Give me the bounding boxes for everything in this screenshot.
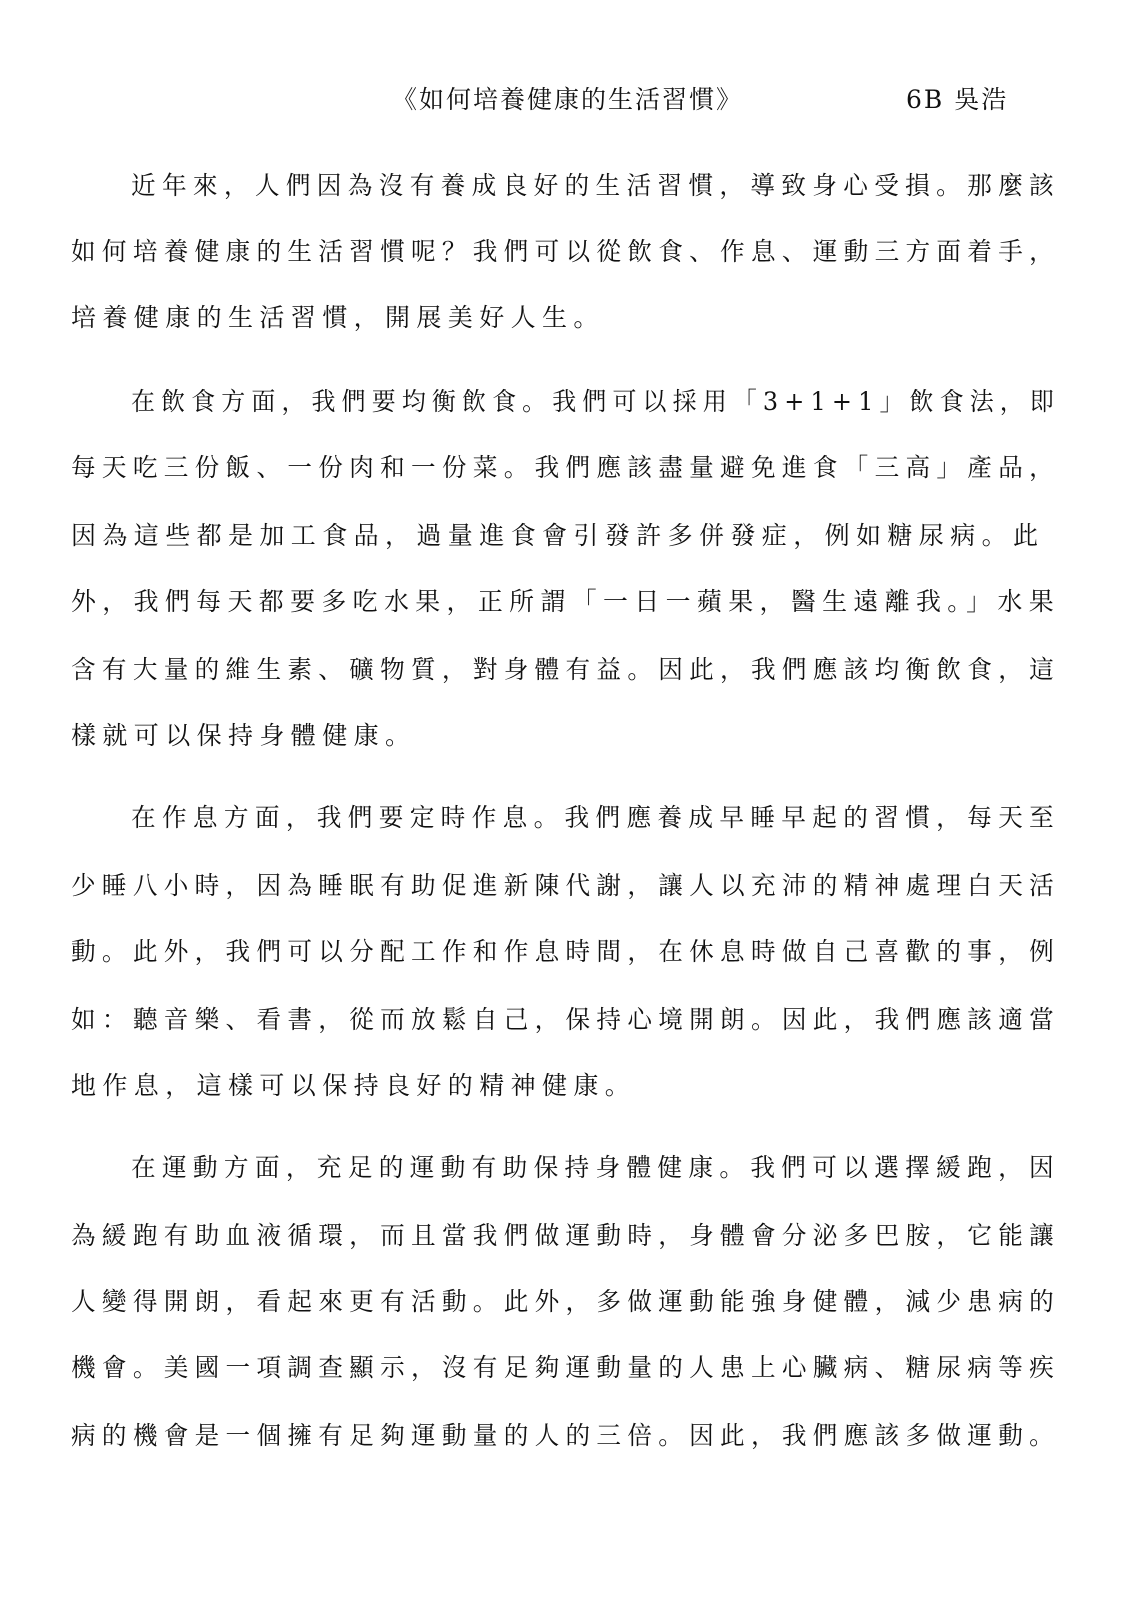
- paragraph-2-line-4: 外，我們每天都要多吃水果，正所謂「一日一蘋果，醫生遠離我。」水果: [71, 587, 1061, 616]
- paragraph-3-line-1: 在作息方面，我們要定時作息。我們應養成早睡早起的習慣，每天至: [131, 803, 1061, 832]
- paragraph-1-line-3: 培養健康的生活習慣，開展美好人生。: [71, 303, 605, 332]
- paragraph-2-line-5: 含有大量的維生素、礦物質，對身體有益。因此，我們應該均衡飲食，這: [71, 655, 1061, 684]
- paragraph-1-line-1: 近年來，人們因為沒有養成良好的生活習慣，導致身心受損。那麼該: [131, 171, 1061, 200]
- paragraph-4-line-1: 在運動方面，充足的運動有助保持身體健康。我們可以選擇緩跑，因: [131, 1153, 1061, 1182]
- paragraph-2-line-3: 因為這些都是加工食品，過量進食會引發許多併發症，例如糖尿病。此: [71, 521, 1045, 550]
- paragraph-3-line-5: 地作息，這樣可以保持良好的精神健康。: [71, 1071, 637, 1100]
- paragraph-4-line-5: 病的機會是一個擁有足夠運動量的人的三倍。因此，我們應該多做運動。: [71, 1421, 1061, 1450]
- paragraph-4-line-4: 機會。美國一項調查顯示，沒有足夠運動量的人患上心臟病、糖尿病等疾: [71, 1353, 1061, 1382]
- paragraph-3-line-4: 如：聽音樂、看書，從而放鬆自己，保持心境開朗。因此，我們應該適當: [71, 1005, 1061, 1034]
- essay-title: 《如何培養健康的生活習慣》: [392, 85, 744, 114]
- paragraph-3-line-3: 動。此外，我們可以分配工作和作息時間，在休息時做自己喜歡的事，例: [71, 937, 1061, 966]
- paragraph-4-line-3: 人變得開朗，看起來更有活動。此外，多做運動能強身健體，減少患病的: [71, 1287, 1061, 1316]
- author-label: 6B 吳浩: [906, 85, 1009, 114]
- paragraph-2-line-1: 在飲食方面，我們要均衡飲食。我們可以採用「3+1+1」飲食法，即: [131, 387, 1060, 416]
- paragraph-1-line-2: 如何培養健康的生活習慣呢？我們可以從飲食、作息、運動三方面着手，: [71, 237, 1061, 266]
- paragraph-2-line-6: 樣就可以保持身體健康。: [71, 721, 417, 750]
- paragraph-4-line-2: 為緩跑有助血液循環，而且當我們做運動時，身體會分泌多巴胺，它能讓: [71, 1221, 1061, 1250]
- paragraph-2-line-2: 每天吃三份飯、一份肉和一份菜。我們應該盡量避免進食「三高」產品，: [71, 453, 1061, 482]
- paragraph-3-line-2: 少睡八小時，因為睡眠有助促進新陳代謝，讓人以充沛的精神處理白天活: [71, 871, 1061, 900]
